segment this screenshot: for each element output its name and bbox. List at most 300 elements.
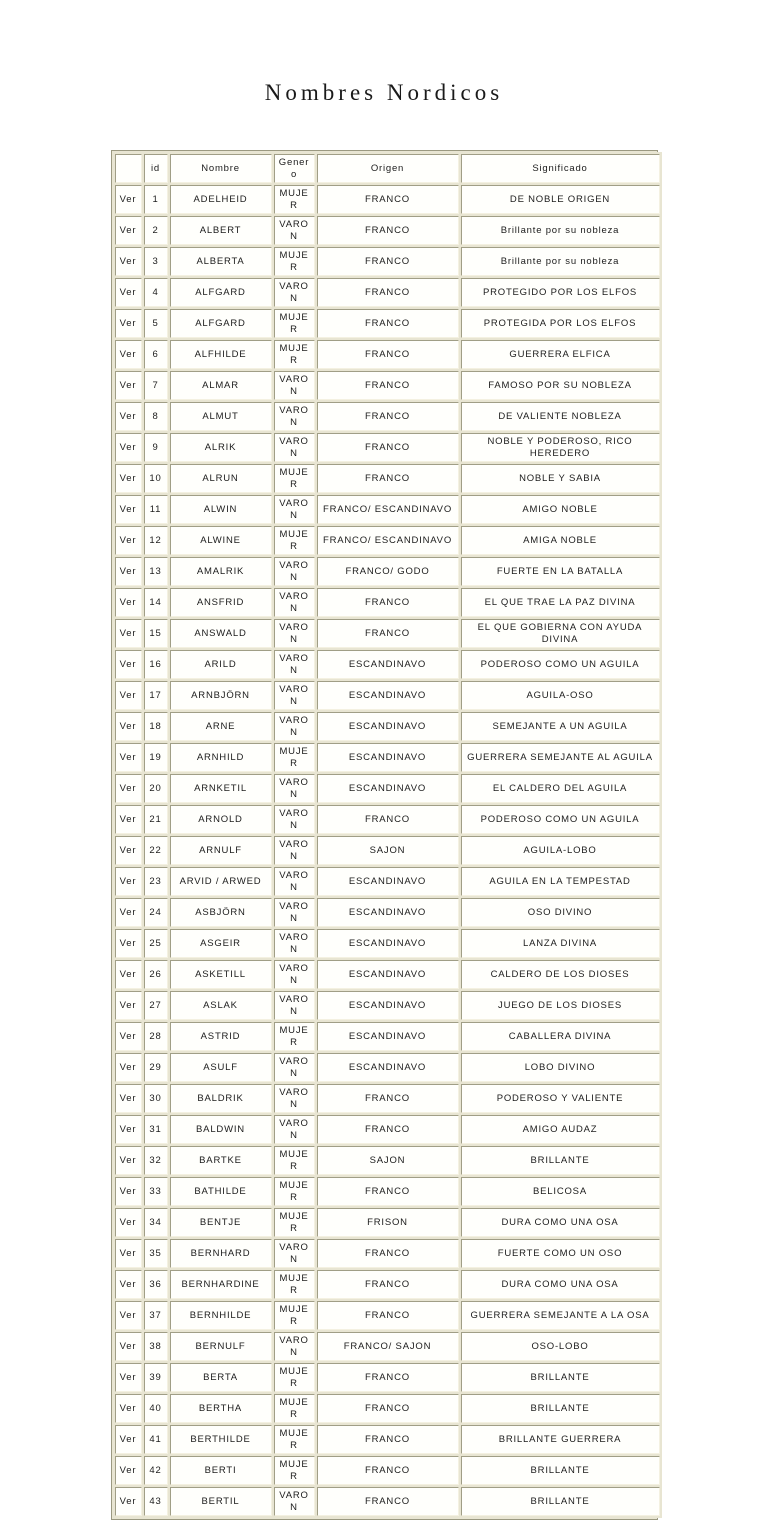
ver-cell [115,836,142,865]
genero-cell: VARON [274,557,315,586]
id-cell: 5 [144,309,168,338]
significado-cell: CABALLERA DIVINA [461,1022,660,1051]
id-cell: 43 [144,1487,168,1516]
ver-cell [115,464,142,493]
genero-cell: MUJER [274,1208,315,1237]
genero-cell: VARON [274,495,315,524]
table-row [115,247,660,276]
ver-cell [115,1456,142,1485]
id-cell: 17 [144,681,168,710]
table-row [115,898,660,927]
ver-link[interactable]: Ver [119,906,137,918]
ver-link[interactable]: Ver [119,1278,137,1290]
origen-cell: FRANCO [317,588,459,617]
ver-link[interactable]: Ver [119,689,137,701]
origen-cell: ESCANDINAVO [317,1022,459,1051]
ver-link[interactable]: Ver [119,627,137,639]
table-row [115,1363,660,1392]
nombre-cell: ALMUT [170,402,272,431]
id-cell: 32 [144,1146,168,1175]
genero-cell: VARON [274,650,315,679]
column-header: Significado [461,154,660,183]
ver-link[interactable]: Ver [119,1216,137,1228]
significado-cell: Brillante por su nobleza [461,216,660,245]
origen-cell: FRANCO [317,185,459,214]
id-cell: 12 [144,526,168,555]
nombre-cell: ANSWALD [170,619,272,648]
ver-cell [115,402,142,431]
ver-link[interactable]: Ver [119,1247,137,1259]
table-row [115,743,660,772]
ver-cell [115,278,142,307]
table-row [115,495,660,524]
significado-cell: BRILLANTE [461,1456,660,1485]
origen-cell: ESCANDINAVO [317,681,459,710]
origen-cell: ESCANDINAVO [317,898,459,927]
id-cell: 13 [144,557,168,586]
nombre-cell: ANSFRID [170,588,272,617]
table-row [115,929,660,958]
table-row [115,557,660,586]
ver-link[interactable]: Ver [119,503,137,515]
id-cell: 29 [144,1053,168,1082]
table-row [115,1239,660,1268]
nombre-cell: BERNHILDE [170,1301,272,1330]
table-row [115,340,660,369]
genero-cell: VARON [274,805,315,834]
ver-cell [115,1425,142,1454]
origen-cell: FRANCO [317,340,459,369]
table-row [115,278,660,307]
ver-link[interactable]: Ver [119,1464,137,1476]
ver-link[interactable]: Ver [119,1061,137,1073]
ver-cell [115,1022,142,1051]
id-cell: 16 [144,650,168,679]
nombre-cell: BATHILDE [170,1177,272,1206]
ver-link[interactable]: Ver [119,1433,137,1445]
nombre-cell: BERNHARDINE [170,1270,272,1299]
table-row [115,1084,660,1113]
ver-link[interactable]: Ver [119,379,137,391]
table-row [115,1425,660,1454]
ver-link[interactable]: Ver [119,844,137,856]
origen-cell: FRANCO [317,1456,459,1485]
significado-cell: BRILLANTE GUERRERA [461,1425,660,1454]
origen-cell: FRANCO/ SAJON [317,1332,459,1361]
genero-cell: MUJER [274,1456,315,1485]
table-row [115,867,660,896]
origen-cell: FRANCO [317,402,459,431]
ver-link[interactable]: Ver [119,255,137,267]
origen-cell: FRANCO [317,805,459,834]
ver-link[interactable]: Ver [119,565,137,577]
id-cell: 15 [144,619,168,648]
significado-cell: CALDERO DE LOS DIOSES [461,960,660,989]
nombre-cell: ARILD [170,650,272,679]
genero-cell: MUJER [274,340,315,369]
origen-cell: ESCANDINAVO [317,774,459,803]
names-table-frame [111,150,658,1520]
significado-cell: EL QUE TRAE LA PAZ DIVINA [461,588,660,617]
genero-cell: VARON [274,1053,315,1082]
nombre-cell: BERTHILDE [170,1425,272,1454]
id-cell: 28 [144,1022,168,1051]
nombre-cell: ALMAR [170,371,272,400]
genero-cell: VARON [274,371,315,400]
nombre-cell: ASGEIR [170,929,272,958]
origen-cell: FRANCO [317,433,459,462]
ver-link[interactable]: Ver [119,534,137,546]
id-cell: 34 [144,1208,168,1237]
nombre-cell: BALDRIK [170,1084,272,1113]
ver-link[interactable]: Ver [119,193,137,205]
table-body [115,185,660,1516]
ver-link[interactable]: Ver [119,286,137,298]
origen-cell: FRANCO [317,619,459,648]
ver-link[interactable]: Ver [119,813,137,825]
ver-link[interactable]: Ver [119,1495,137,1507]
ver-cell [115,185,142,214]
ver-cell [115,216,142,245]
ver-link[interactable]: Ver [119,1309,137,1321]
significado-cell: DE VALIENTE NOBLEZA [461,402,660,431]
origen-cell: SAJON [317,836,459,865]
ver-cell [115,619,142,648]
ver-link[interactable]: Ver [119,410,137,422]
significado-cell: LOBO DIVINO [461,1053,660,1082]
id-cell: 11 [144,495,168,524]
significado-cell: PROTEGIDA POR LOS ELFOS [461,309,660,338]
significado-cell: OSO-LOBO [461,1332,660,1361]
nombre-cell: ARNBJÖRN [170,681,272,710]
ver-cell [115,371,142,400]
ver-cell [115,1332,142,1361]
id-cell: 6 [144,340,168,369]
ver-link[interactable]: Ver [119,782,137,794]
table-row [115,650,660,679]
origen-cell: ESCANDINAVO [317,712,459,741]
significado-cell: AGUILA-OSO [461,681,660,710]
nombre-cell: BERTIL [170,1487,272,1516]
significado-cell: GUERRERA SEMEJANTE A LA OSA [461,1301,660,1330]
id-cell: 26 [144,960,168,989]
genero-cell: MUJER [274,464,315,493]
origen-cell: FRANCO [317,216,459,245]
table-row [115,1270,660,1299]
ver-link[interactable]: Ver [119,720,137,732]
ver-link[interactable]: Ver [119,1402,137,1414]
origen-cell: FRANCO [317,371,459,400]
id-cell: 39 [144,1363,168,1392]
table-row [115,991,660,1020]
origen-cell: ESCANDINAVO [317,743,459,772]
ver-link[interactable]: Ver [119,937,137,949]
significado-cell: BRILLANTE [461,1394,660,1423]
significado-cell: DURA COMO UNA OSA [461,1270,660,1299]
ver-cell [115,495,142,524]
ver-cell [115,1084,142,1113]
ver-link[interactable]: Ver [119,472,137,484]
ver-cell [115,960,142,989]
origen-cell: FRANCO/ ESCANDINAVO [317,526,459,555]
origen-cell: FRANCO [317,1394,459,1423]
column-header: Genero [274,154,315,183]
id-cell: 24 [144,898,168,927]
ver-link[interactable]: Ver [119,317,137,329]
ver-link[interactable]: Ver [119,1030,137,1042]
ver-link[interactable]: Ver [119,441,137,453]
nombre-cell: BERNULF [170,1332,272,1361]
ver-cell [115,1115,142,1144]
table-row [115,1394,660,1423]
significado-cell: BRILLANTE [461,1487,660,1516]
table-row [115,588,660,617]
genero-cell: VARON [274,1332,315,1361]
genero-cell: MUJER [274,743,315,772]
id-cell: 9 [144,433,168,462]
ver-link[interactable]: Ver [119,875,137,887]
column-header [115,154,142,183]
id-cell: 41 [144,1425,168,1454]
origen-cell: FRANCO [317,1363,459,1392]
nombre-cell: BALDWIN [170,1115,272,1144]
origen-cell: FRANCO/ ESCANDINAVO [317,495,459,524]
genero-cell: VARON [274,588,315,617]
nombre-cell: BERTHA [170,1394,272,1423]
id-cell: 38 [144,1332,168,1361]
ver-cell [115,557,142,586]
origen-cell: FRANCO [317,464,459,493]
table-row [115,774,660,803]
ver-cell [115,1053,142,1082]
origen-cell: SAJON [317,1146,459,1175]
ver-cell [115,650,142,679]
id-cell: 19 [144,743,168,772]
ver-link[interactable]: Ver [119,999,137,1011]
significado-cell: PODEROSO COMO UN AGUILA [461,805,660,834]
ver-cell [115,1301,142,1330]
id-cell: 4 [144,278,168,307]
ver-cell [115,1146,142,1175]
id-cell: 10 [144,464,168,493]
nombre-cell: ASKETILL [170,960,272,989]
significado-cell: LANZA DIVINA [461,929,660,958]
ver-cell [115,929,142,958]
genero-cell: VARON [274,836,315,865]
table-row [115,960,660,989]
ver-cell [115,1177,142,1206]
nombre-cell: ALFGARD [170,309,272,338]
table-row [115,1146,660,1175]
significado-cell: AGUILA-LOBO [461,836,660,865]
id-cell: 25 [144,929,168,958]
id-cell: 21 [144,805,168,834]
names-table [113,152,662,1518]
id-cell: 22 [144,836,168,865]
id-cell: 30 [144,1084,168,1113]
significado-cell: JUEGO DE LOS DIOSES [461,991,660,1020]
table-row [115,619,660,648]
significado-cell: BELICOSA [461,1177,660,1206]
significado-cell: NOBLE Y PODEROSO, RICO HEREDERO [461,433,660,462]
table-row [115,464,660,493]
genero-cell: VARON [274,433,315,462]
nombre-cell: AMALRIK [170,557,272,586]
significado-cell: SEMEJANTE A UN AGUILA [461,712,660,741]
significado-cell: NOBLE Y SABIA [461,464,660,493]
ver-link[interactable]: Ver [119,1123,137,1135]
table-row [115,402,660,431]
id-cell: 7 [144,371,168,400]
origen-cell: FRANCO [317,309,459,338]
origen-cell: FRANCO [317,1115,459,1144]
table-row [115,1332,660,1361]
id-cell: 20 [144,774,168,803]
genero-cell: VARON [274,681,315,710]
ver-link[interactable]: Ver [119,658,137,670]
nombre-cell: BERTI [170,1456,272,1485]
origen-cell: ESCANDINAVO [317,650,459,679]
genero-cell: MUJER [274,1394,315,1423]
ver-link[interactable]: Ver [119,224,137,236]
nombre-cell: ALFGARD [170,278,272,307]
ver-cell [115,433,142,462]
ver-cell [115,1363,142,1392]
page-title: Nombres Nordicos [264,80,504,105]
nombre-cell: ARNKETIL [170,774,272,803]
nombre-cell: ALRIK [170,433,272,462]
origen-cell: FRANCO [317,1239,459,1268]
ver-cell [115,526,142,555]
ver-cell [115,588,142,617]
origen-cell: ESCANDINAVO [317,991,459,1020]
significado-cell: AGUILA EN LA TEMPESTAD [461,867,660,896]
document-page [0,80,768,1513]
id-cell: 2 [144,216,168,245]
significado-cell: BRILLANTE [461,1363,660,1392]
ver-cell [115,712,142,741]
significado-cell: AMIGA NOBLE [461,526,660,555]
significado-cell: FAMOSO POR SU NOBLEZA [461,371,660,400]
genero-cell: MUJER [274,526,315,555]
significado-cell: Brillante por su nobleza [461,247,660,276]
table-row [115,805,660,834]
ver-link[interactable]: Ver [119,348,137,360]
nombre-cell: ALBERTA [170,247,272,276]
id-cell: 3 [144,247,168,276]
genero-cell: MUJER [274,185,315,214]
nombre-cell: ALWINE [170,526,272,555]
origen-cell: ESCANDINAVO [317,960,459,989]
ver-link[interactable]: Ver [119,1340,137,1352]
significado-cell: BRILLANTE [461,1146,660,1175]
genero-cell: MUJER [274,1363,315,1392]
nombre-cell: BENTJE [170,1208,272,1237]
origen-cell: FRANCO [317,1425,459,1454]
genero-cell: MUJER [274,1301,315,1330]
nombre-cell: ALFHILDE [170,340,272,369]
ver-link[interactable]: Ver [119,1154,137,1166]
ver-cell [115,774,142,803]
genero-cell: VARON [274,216,315,245]
table-row [115,1208,660,1237]
significado-cell: OSO DIVINO [461,898,660,927]
table-row [115,526,660,555]
ver-cell [115,340,142,369]
genero-cell: MUJER [274,309,315,338]
genero-cell: VARON [274,898,315,927]
ver-link[interactable]: Ver [119,1185,137,1197]
significado-cell: DURA COMO UNA OSA [461,1208,660,1237]
nombre-cell: ASTRID [170,1022,272,1051]
column-header: Origen [317,154,459,183]
significado-cell: GUERRERA SEMEJANTE AL AGUILA [461,743,660,772]
genero-cell: VARON [274,1487,315,1516]
ver-cell [115,743,142,772]
significado-cell: EL CALDERO DEL AGUILA [461,774,660,803]
nombre-cell: ADELHEID [170,185,272,214]
origen-cell: FRISON [317,1208,459,1237]
nombre-cell: ASLAK [170,991,272,1020]
genero-cell: VARON [274,278,315,307]
nombre-cell: ASULF [170,1053,272,1082]
origen-cell: FRANCO [317,1084,459,1113]
id-cell: 40 [144,1394,168,1423]
origen-cell: FRANCO [317,247,459,276]
id-cell: 33 [144,1177,168,1206]
ver-cell [115,805,142,834]
significado-cell: PODEROSO Y VALIENTE [461,1084,660,1113]
ver-link[interactable]: Ver [119,1371,137,1383]
origen-cell: ESCANDINAVO [317,929,459,958]
ver-link[interactable]: Ver [119,968,137,980]
ver-cell [115,1487,142,1516]
table-row [115,1053,660,1082]
id-cell: 42 [144,1456,168,1485]
genero-cell: VARON [274,774,315,803]
table-row [115,185,660,214]
ver-link[interactable]: Ver [119,596,137,608]
genero-cell: VARON [274,712,315,741]
id-cell: 36 [144,1270,168,1299]
table-row [115,371,660,400]
column-header: Nombre [170,154,272,183]
significado-cell: DE NOBLE ORIGEN [461,185,660,214]
nombre-cell: ALRUN [170,464,272,493]
significado-cell: GUERRERA ELFICA [461,340,660,369]
origen-cell: FRANCO [317,278,459,307]
table-row [115,681,660,710]
genero-cell: VARON [274,867,315,896]
nombre-cell: BARTKE [170,1146,272,1175]
genero-cell: MUJER [274,1146,315,1175]
table-header-row [115,154,660,183]
id-cell: 35 [144,1239,168,1268]
ver-link[interactable]: Ver [119,1092,137,1104]
ver-cell [115,1208,142,1237]
genero-cell: MUJER [274,1425,315,1454]
origen-cell: FRANCO [317,1301,459,1330]
id-cell: 27 [144,991,168,1020]
nombre-cell: BERNHARD [170,1239,272,1268]
id-cell: 8 [144,402,168,431]
genero-cell: VARON [274,1084,315,1113]
table-row [115,1487,660,1516]
nombre-cell: ALBERT [170,216,272,245]
ver-cell [115,247,142,276]
origen-cell: FRANCO/ GODO [317,557,459,586]
ver-link[interactable]: Ver [119,751,137,763]
